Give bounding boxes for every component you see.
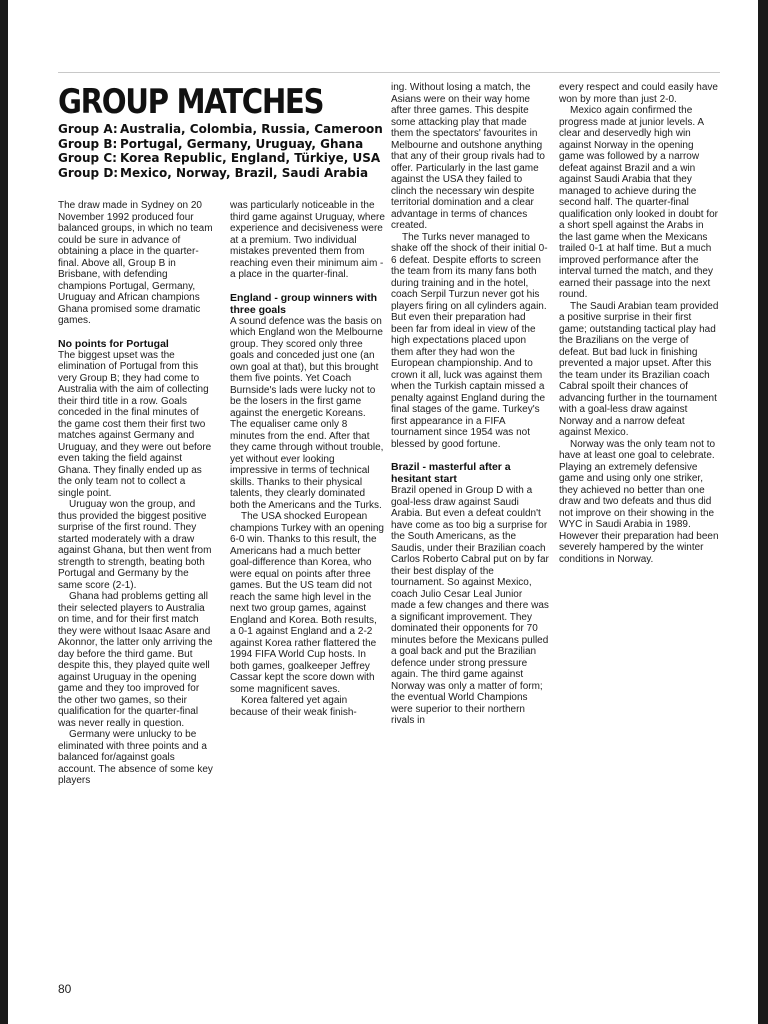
group-list [58, 122, 383, 180]
group-label: Group B: [58, 136, 118, 151]
paragraph: Ghana had problems getting all their selected players to Australia on time, and for their first match they were without Isaac Asare and Akonnor, the latter only arriving the day before the third game. But despite this, they played quite well against Uruguay in the opening game and they too improved for the other two games, so their qualification for the quarter-final was never really in question. [58, 591, 213, 729]
paragraph: Germany were unlucky to be eliminated with three points and a balanced for/against goals account. The absence of some key players [58, 729, 213, 786]
paragraph: The USA shocked European champions Turkey with an opening 6-0 win. Thanks to this result, the Americans had a much better goal-difference than Korea, who were equal on points after three games. But the US team did not reach the same high level in the next two group games, against England and Korea. Both results, a 0-1 against England and a 2-2 against Korea rather flattered the 1994 FIFA World Cup hosts. In both games, goalkeeper Jeffrey Cassar kept the score down with some magnificent saves. [230, 511, 384, 695]
page-number: 80 [58, 982, 72, 996]
group-teams: Portugal, Germany, Uruguay, Ghana [120, 136, 364, 151]
section-heading: England - group winners with three goals [230, 291, 377, 316]
group-label: Group D: [58, 165, 119, 180]
paragraph: Mexico again confirmed the progress made at junior levels. A clear and deservedly high win against Norway in the opening game was followed by a narrow defeat against Brazil and a win against Saudi Arabia that they managed to achieve during the second half. The quarter-final qualification only looked in doubt for a short spell against the Arabs in the last game when the Mexicans trailed 0-1 at half time. But a much improved performance after the interval turned the match, and they earned their passage into the next round. [559, 105, 718, 300]
paragraph: The biggest upset was the elimination of Portugal from this very Group B; they had come to Australia with the aim of collecting their third title in a row. Goals conceded in the final minutes of the game cost them their first two matches against Germany and Uruguay, and they were out before even taking the field against Ghana. They finally ended up as the only team not to collect a single point. [58, 349, 212, 499]
text-column-3 [391, 82, 549, 727]
group-teams: Mexico, Norway, Brazil, Saudi Arabia [120, 165, 369, 180]
paragraph: Korea faltered yet again because of their weak finish- [230, 695, 357, 718]
group-row [58, 137, 378, 152]
group-row [58, 166, 378, 181]
text-column-2 [230, 200, 385, 718]
paragraph: The Turks never managed to shake off the shock of their initial 0-6 defeat. Despite efforts to screen the team from its many fans both during training and in the hotel, coach Serpil Turzun never got his players firing on all cylinders again. But even their preparation had been far from ideal in view of the high expectations placed upon them after they had won the European championship. And to crown it all, luck was against them when the Turkish captain missed a penalty against England during the final stages of the game. Turkey's first appearance in a FIFA tournament since 1954 was not blessed by good fortune. [391, 231, 548, 450]
section-heading: No points for Portugal [58, 337, 169, 350]
top-rule [58, 72, 720, 73]
group-label: Group C: [58, 151, 117, 165]
text-column-1 [58, 200, 213, 787]
page-title: GROUP MATCHES [58, 82, 324, 122]
group-teams: Australia, Colombia, Russia, Cameroon [120, 122, 383, 136]
group-label: Group A: [58, 122, 118, 136]
group-row [58, 122, 383, 137]
paragraph: The draw made in Sydney on 20 November 1992 produced four balanced groups, in which no team could be sure in advance of obtaining a place in the quarter-final. Above all, Group B in Brisbane, with defending champions Portugal, Germany, Uruguay and African champions Ghana promised some dramatic games. [58, 200, 213, 326]
paragraph: The Saudi Arabian team provided a positive surprise in their first game; outstanding tactical play had the Brazilians on the verge of defeat. But bad luck in finishing prevented a major upset. After this the team under its Brazilian coach Cabral spoilt their chances of advancing further in the tournament with a goal-less draw against Norway and a narrow defeat against Mexico. [559, 300, 719, 438]
section-heading: Brazil - masterful after a hesitant start [391, 461, 511, 485]
paragraph: Norway was the only team not to have at least one goal to celebrate. Playing an extremely defensive game and using only one striker, they achieved no better than one draw and two defeats and thus did not improve on their showing in the WYC in Saudi Arabia in 1989. However their preparation had been severely hampered by the winter conditions in Norway. [559, 438, 719, 565]
paragraph: ing. Without losing a match, the Asians were on their way home after three games. This despite some attacking play that made them the spectators' favourites in Melbourne and outshone anything that any of their group rivals had to offer. Particularly in the last game against the USA they failed to clinch the necessary win despite territorial domination and a clear advantage in terms of chances created. [391, 82, 545, 231]
paragraph: Uruguay won the group, and thus provided the biggest positive surprise of the first round. They started moderately with a draw against Ghana, but then went from strength to strength, beating both Portugal and Germany by the same score (2-1). [58, 499, 212, 591]
group-teams: Korea Republic, England, Türkiye, USA [120, 151, 381, 165]
group-row [58, 151, 381, 166]
text-column-4 [559, 82, 719, 565]
paragraph: was particularly noticeable in the third game against Uruguay, where experience and decisiveness were at a premium. Two individual mistakes prevented them from reaching even their minimum aim - a place in the quarter-final. [230, 200, 385, 280]
paragraph: Brazil opened in Group D with a goal-less draw against Saudi Arabia. But even a defeat couldn't have come as too big a surprise for the South Americans, as the Saudis, under their Brazilian coach Carlos Roberto Cabral put on by far their best display of the tournament. So against Mexico, coach Julio Cesar Leal Junior made a few changes and there was a significant improvement. They dominated their opponents for 70 minutes before the Mexicans pulled a goal back and put the Brazilian defence under strong pressure again. The third game against Norway was only a matter of form; the eventual World Champions were superior to their northern rivals in [391, 485, 549, 726]
paragraph: every respect and could easily have won by more than just 2-0. [559, 82, 718, 105]
paragraph: A sound defence was the basis on which England won the Melbourne group. They scored only three goals and conceded just one (an own goal at that), but this brought them five points. Yet Coach Burnside's lads were lucky not to be the losers in the first game against the energetic Koreans. The equaliser came only 8 minutes from the end. After that they came through without trouble, yet without ever looking impressive in terms of technical skills. Thanks to their physical talents, they clearly dominated both the Americans and the Turks. [230, 315, 384, 511]
magazine-page [8, 0, 758, 1024]
